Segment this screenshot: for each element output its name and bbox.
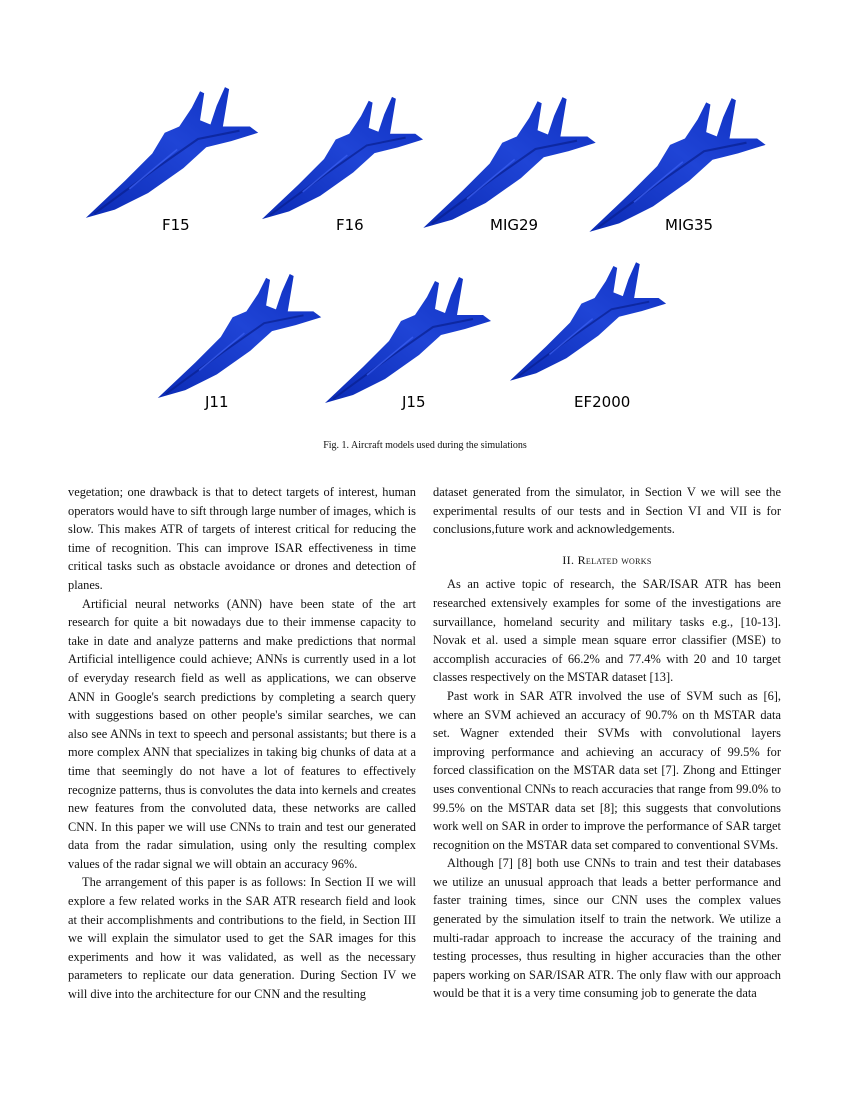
aircraft-figure — [0, 0, 850, 470]
right-text-column — [433, 483, 781, 1003]
mig35-label: MIG35 — [665, 216, 714, 234]
section-heading: II. Related works — [562, 552, 652, 567]
paragraph: Although [7] [8] both use CNNs to train and test their databases we utilize an unusual approach that leads a better performance and faster training times, since our CNN uses the complex values generated by the simulation itself to train the network. We utilize a multi-radar approach to increase the accuracy of the training and testing processes, thus resulting in higher accuracies than the other papers working on SAR/ISAR ATR. The only flaw with our approach would be that it is a very time consuming job to generate the data — [433, 856, 781, 1001]
j11-label: J11 — [205, 393, 229, 411]
paragraph: Artificial neural networks (ANN) have been state of the art research for quite a bit nowadays due to their immense capacity to take in date and analyze patterns and make predictions that normal Artificial intelligence could achieve; ANNs is currently used in a lot of everyday research field as well as applications, we can observe ANN in Google's search predictions by completing a search query with suggestions based on other people's similar searches, we can also see ANNs in text to speech and personal assistants; but there is a more complex ANN that specializes in taking big chunks of data at a time that seemingly do not have a lot of features to effectively recognize patterns, thus is convolutes the data into kernels and creates new features from the convoluted data, these networks are called CNN. In this paper we will use CNNs to train and test our generated data from the radar simulation, using only the resulting complex values of the radar signal we will obtain an accuracy 96%. — [68, 596, 416, 871]
mig29-label: MIG29 — [490, 216, 539, 234]
figure-caption: Fig. 1. Aircraft models used during the simulations — [323, 440, 527, 451]
mig35-model-image — [580, 96, 775, 234]
f15-model-image — [82, 85, 262, 220]
f15-label: F15 — [162, 216, 190, 234]
j15-label: J15 — [402, 393, 426, 411]
j15-model-image — [322, 275, 494, 405]
paragraph: dataset generated from the simulator, in Section V we will see the experimental results of our tests and in Section VI and VII is for conclusions,future work and acknowledgements. — [433, 485, 781, 537]
paragraph: Past work in SAR ATR involved the use of SVM such as [6], where an SVM achieved an accuracy of 90.7% on th MSTAR data set. Wagner extended their SVMs with convolutional layers improving performance and achieving an accuracy of 99.5% for forced classification on the MSTAR data set [7]. Zhong and Ettinger uses conventional CNNs to reach accuracies that range from 99.0% to 99.5% on the MSTAR data set [8]; this suggests that convolutions work well on SAR in order to improve the performance of SAR target recognition on the MSTAR data set compared to conventional SVMs. — [433, 688, 781, 852]
paragraph: As an active topic of research, the SAR/ISAR ATR has been researched extensively examples for some of the investigations are survaillance, homeland security and military tasks e.g., [10-13]. Novak et al. used a simple mean square error classifier (MSE) to accomplish accuracies of 66.2% and 77.4% with 20 and 10 target classes respectively on the MSTAR dataset [13]. — [433, 577, 781, 685]
ef2000-label: EF2000 — [574, 393, 631, 411]
mig29-model-image — [412, 95, 607, 230]
f16-label: F16 — [336, 216, 364, 234]
j11-model-image — [152, 272, 327, 400]
paragraph: vegetation; one drawback is that to detect targets of interest, human operators would have to sift through large number of images, which is slow. This makes ATR of targets of interest critical for reducing the time of recognition. This can improve ISAR effectiveness in time critical tasks such as obstacle avoidance or drones and detection of planes. — [68, 485, 417, 592]
f16-model-image — [260, 93, 425, 223]
ef2000-model-image — [508, 254, 668, 389]
left-text-column — [68, 483, 416, 1004]
paragraph: The arrangement of this paper is as follows: In Section II we will explore a few related works in the SAR ATR research field and look at their accomplishments and contributions to the field, in Section III we will explain the simulator used to get the SAR images for this experiments and how it was validated, as well as the necessary parameters to replicate our data generation. During Section IV we will dive into the architecture for our CNN and the resulting — [68, 875, 416, 1002]
